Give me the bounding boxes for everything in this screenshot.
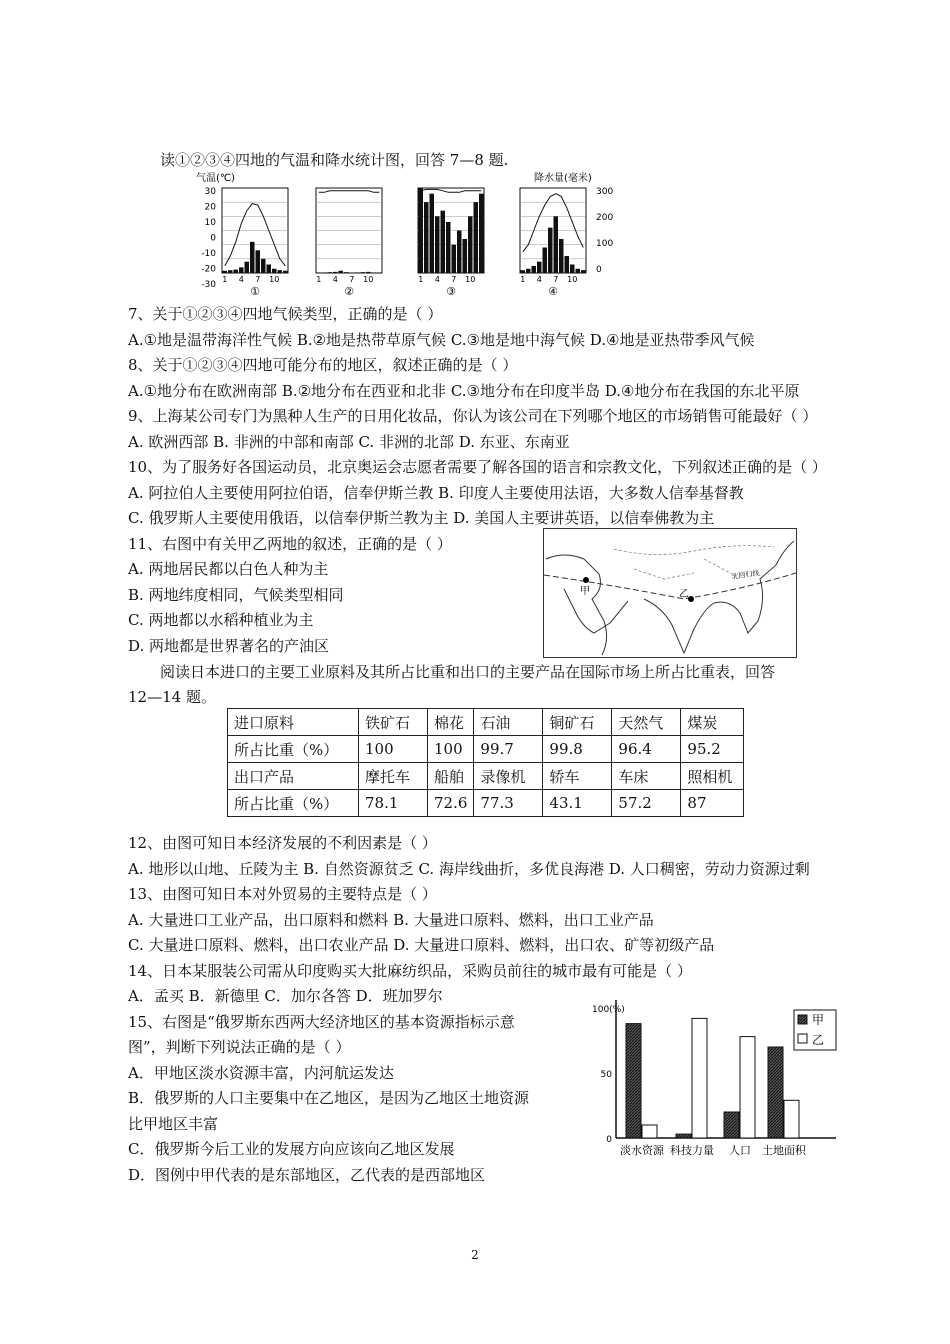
precip-bar [261, 259, 266, 273]
category-label: 淡水资源 [620, 1144, 664, 1157]
precip-bar [366, 272, 371, 273]
russia-resource-bar-chart [590, 988, 840, 1158]
climate-panel [418, 188, 484, 298]
q11-option-b: B. 两地纬度相同，气候类型相同 [128, 586, 344, 604]
y-tick-label: 100(%) [592, 1005, 625, 1015]
precip-bar [435, 216, 440, 273]
table-cell: 摩托车 [359, 763, 428, 790]
category-labels [620, 1143, 807, 1157]
category-label: 人口 [729, 1144, 751, 1157]
tropic-label: 北回归线 [731, 569, 761, 581]
precip-bar [521, 270, 526, 273]
precip-bar [278, 270, 283, 273]
coastline-east [714, 541, 794, 633]
precip-bar [234, 270, 239, 273]
climate-panel [520, 188, 586, 298]
table-cell: 96.4 [612, 736, 681, 763]
precip-bar [317, 272, 322, 273]
table-cell: 铜矿石 [543, 709, 612, 736]
bar-jia [626, 1024, 641, 1138]
coastline-india [644, 599, 714, 653]
label-yi: 乙 [679, 589, 689, 600]
legend-label-jia: 甲 [812, 1013, 825, 1027]
table-cell: 57.2 [612, 790, 681, 817]
table-cell: 43.1 [543, 790, 612, 817]
precip-bar [322, 272, 327, 273]
q10-stem: 10、为了服务好各国运动员，北京奥运会志愿者需要了解各国的语言和宗教文化，下列叙述正确的是（ ） [128, 458, 827, 476]
precip-bar [328, 272, 333, 273]
month-tick-label: 10 [363, 275, 374, 284]
precip-bar [250, 242, 255, 273]
bar-marks [626, 1018, 799, 1138]
month-tick-label: 4 [434, 275, 440, 284]
temp-ticks [201, 187, 216, 290]
month-tick-label: 7 [553, 275, 559, 284]
table-cell: 天然气 [612, 709, 681, 736]
legend-swatch-yi [798, 1034, 807, 1043]
bar-yi [642, 1125, 657, 1138]
q7-stem: 7、关于①②③④四地气候类型，正确的是（ ） [128, 305, 443, 323]
precip-bar [559, 239, 564, 273]
q10-option-ab: A. 阿拉伯人主要使用阿拉伯语，信奉伊斯兰教 B. 印度人主要使用法语，大多数人信奉基督教 [128, 484, 744, 502]
month-tick-label: 4 [238, 275, 244, 284]
table-cell: 照相机 [681, 763, 744, 790]
precip-bar [223, 271, 228, 273]
category-label: 科技力量 [670, 1144, 714, 1157]
precip-bar [228, 270, 233, 273]
temp-tick-label: -30 [201, 280, 216, 290]
table-cell: 铁矿石 [359, 709, 428, 736]
climate-panel [222, 188, 288, 298]
precip-bar [576, 269, 581, 273]
temp-tick-label: -10 [201, 249, 216, 259]
precip-bar [479, 194, 484, 273]
month-tick-label: 1 [222, 275, 228, 284]
precip-bar [565, 256, 570, 273]
temp-tick-label: 0 [210, 233, 216, 244]
table-cell: 95.2 [681, 736, 744, 763]
climate-panel [316, 188, 382, 298]
climate-charts-figure [196, 172, 636, 298]
month-tick-label: 4 [332, 275, 338, 284]
climate-intro: 读①②③④四地的气温和降水统计图，回答 7—8 题. [160, 151, 509, 169]
page-number: 2 [471, 1248, 479, 1262]
precip-bar [543, 248, 548, 274]
legend [794, 1010, 836, 1050]
q9-stem: 9、上海某公司专门为黑种人生产的日用化妆品，你认为该公司在下列哪个地区的市场销售可能最好（ ） [128, 407, 818, 425]
japan-trade-table [227, 708, 744, 817]
precip-bar [452, 245, 457, 273]
bar-yi [692, 1018, 707, 1138]
precip-tick-label: 300 [596, 187, 614, 197]
precip-bar [446, 222, 451, 273]
station-label: ① [250, 285, 260, 298]
table-cell: 99.8 [543, 736, 612, 763]
precip-bar [441, 211, 446, 273]
precip-ticks [596, 187, 613, 275]
precip-bar [548, 228, 553, 273]
q8-options: A.①地分布在欧洲南部 B.②地分布在西亚和北非 C.③地分布在印度半岛 D.④地分布在我国的东北平原 [128, 382, 800, 400]
precip-bar [256, 250, 261, 273]
precip-bar [267, 265, 272, 274]
japan-intro-1: 阅读日本进口的主要工业原料及其所占比重和出口的主要产品在国际市场上所占比重表，回答 [160, 663, 776, 681]
coastline-west [546, 555, 607, 655]
temp-tick-label: 10 [204, 218, 216, 228]
precip-bar [245, 262, 250, 273]
month-tick-label: 1 [520, 275, 526, 284]
month-tick-label: 10 [465, 275, 476, 284]
q15-option-b-cont: 比甲地区丰富 [128, 1115, 219, 1133]
precip-bar [283, 271, 288, 273]
temp-tick-label: 30 [204, 187, 216, 197]
q15-option-c: C．俄罗斯今后工业的发展方向应该向乙地区发展 [128, 1140, 455, 1158]
table-row [228, 709, 744, 736]
precip-tick-label: 100 [596, 239, 614, 249]
q12-stem: 12、由图可知日本经济发展的不利因素是（ ） [128, 834, 437, 852]
bar-jia [724, 1112, 739, 1138]
temp-tick-label: -20 [201, 264, 216, 275]
month-tick-label: 7 [255, 275, 261, 284]
month-tick-label: 7 [451, 275, 457, 284]
station-label: ④ [548, 285, 558, 298]
label-jia: 甲 [580, 586, 590, 597]
precip-bar [419, 188, 424, 273]
q10-option-cd: C. 俄罗斯人主要使用俄语，以信奉伊斯兰教为主 D. 美国人主要讲英语，以信奉佛教为主 [128, 509, 715, 527]
precip-bar [526, 269, 531, 273]
table-cell: 77.3 [474, 790, 543, 817]
precip-bar [570, 265, 575, 274]
bar-yi [740, 1037, 755, 1138]
precip-bar [377, 272, 382, 273]
precip-bar [532, 266, 537, 273]
q15-option-d: D．图例中甲代表的是东部地区，乙代表的是西部地区 [128, 1166, 486, 1184]
q15-stem: 15、右图是“俄罗斯东西两大经济地区的基本资源指标示意 [128, 1013, 515, 1031]
q13-stem: 13、由图可知日本对外贸易的主要特点是（ ） [128, 885, 437, 903]
table-cell: 轿车 [543, 763, 612, 790]
month-tick-label: 1 [316, 275, 322, 284]
y-tick-label: 50 [600, 1070, 612, 1080]
y-tick-labels [592, 1005, 625, 1145]
table-cell: 车床 [612, 763, 681, 790]
month-tick-label: 7 [349, 275, 355, 284]
table-cell: 100 [428, 736, 474, 763]
precip-bar [430, 194, 435, 273]
bar-yi [784, 1100, 799, 1138]
table-cell: 72.6 [428, 790, 474, 817]
precip-bar [361, 272, 366, 273]
temp-axis-label: 气温(℃) [196, 173, 236, 184]
bar-jia [768, 1047, 783, 1138]
station-label: ② [344, 285, 354, 298]
q11-option-d: D. 两地都是世界著名的产油区 [128, 637, 330, 655]
precip-bar [463, 239, 468, 273]
temp-tick-label: 20 [204, 202, 216, 213]
point-jia [583, 577, 589, 583]
table-cell: 棉花 [428, 709, 474, 736]
table-row [228, 790, 744, 817]
table-cell: 100 [359, 736, 428, 763]
legend-swatch-jia [798, 1015, 807, 1024]
table-cell: 进口原料 [228, 709, 359, 736]
category-label: 土地面积 [762, 1144, 806, 1157]
table-cell: 出口产品 [228, 763, 359, 790]
month-tick-label: 10 [269, 275, 280, 284]
table-cell: 船舶 [428, 763, 474, 790]
table-cell: 78.1 [359, 790, 428, 817]
table-cell: 99.7 [474, 736, 543, 763]
q11-option-a: A. 两地居民都以白色人种为主 [128, 560, 329, 578]
q9-options: A. 欧洲西部 B. 非洲的中部和南部 C. 非洲的北部 D. 东亚、东南亚 [128, 433, 570, 451]
precip-tick-label: 200 [596, 213, 614, 223]
q15-option-a: A．甲地区淡水资源丰富，内河航运发达 [128, 1064, 394, 1082]
table-cell: 录像机 [474, 763, 543, 790]
q11-stem: 11、右图中有关甲乙两地的叙述，正确的是（ ） [128, 535, 452, 553]
precip-bar [333, 272, 338, 273]
precip-bar [344, 272, 349, 273]
q13-option-cd: C. 大量进口原料、燃料，出口农业产品 D. 大量进口原料、燃料，出口农、矿等初级产品 [128, 936, 715, 954]
asia-map-figure [543, 528, 797, 658]
month-tick-label: 10 [567, 275, 578, 284]
q12-options: A. 地形以山地、丘陵为主 B. 自然资源贫乏 C. 海岸线曲折，多优良海港 D. 人口稠密，劳动力资源过剩 [128, 860, 810, 878]
bar-jia [676, 1134, 691, 1138]
q15-option-b: B．俄罗斯的人口主要集中在乙地区，是因为乙地区土地资源 [128, 1089, 530, 1107]
table-cell: 所占比重（%） [228, 790, 359, 817]
q15-stem-2: 图”，判断下列说法正确的是（ ） [128, 1038, 351, 1056]
y-tick-label: 0 [606, 1135, 612, 1145]
precip-bar [339, 271, 344, 273]
q8-stem: 8、关于①②③④四地可能分布的地区，叙述正确的是（ ） [128, 356, 518, 374]
table-cell: 所占比重（%） [228, 736, 359, 763]
precip-bar [581, 270, 586, 273]
precip-bar [554, 216, 559, 273]
month-tick-label: 1 [418, 275, 424, 284]
table-cell: 87 [681, 790, 744, 817]
month-tick-label: 4 [536, 275, 542, 284]
precip-bar [537, 262, 542, 273]
precip-bar [239, 267, 244, 273]
legend-label-yi: 乙 [812, 1033, 825, 1047]
q14-options: A．孟买 B．新德里 C．加尔各答 D．班加罗尔 [128, 987, 443, 1005]
precip-axis-label: 降水量(毫米) [534, 173, 592, 184]
q7-options: A.①地是温带海洋性气候 B.②地是热带草原气候 C.③地是地中海气候 D.④地是亚热带季风气候 [128, 331, 755, 349]
q14-stem: 14、日本某服装公司需从印度购买大批麻纺织品，采购员前往的城市最有可能是（ ） [128, 962, 692, 980]
precip-tick-label: 0 [596, 265, 602, 275]
table-row [228, 736, 744, 763]
climate-panels [222, 188, 586, 298]
precip-bar [272, 269, 277, 273]
precip-bar [468, 216, 473, 273]
q11-option-c: C. 两地都以水稻种植业为主 [128, 611, 314, 629]
q13-option-ab: A. 大量进口工业产品，出口原料和燃料 B. 大量进口原料、燃料，出口工业产品 [128, 911, 654, 929]
table-cell: 煤炭 [681, 709, 744, 736]
japan-intro-2: 12—14 题。 [128, 688, 216, 706]
precip-bar [372, 272, 377, 273]
table-cell: 石油 [474, 709, 543, 736]
table-row [228, 763, 744, 790]
precip-bar [424, 202, 429, 273]
precip-bar [355, 272, 360, 273]
station-label: ③ [446, 285, 456, 298]
precip-bar [457, 231, 462, 274]
precip-bar [474, 202, 479, 273]
